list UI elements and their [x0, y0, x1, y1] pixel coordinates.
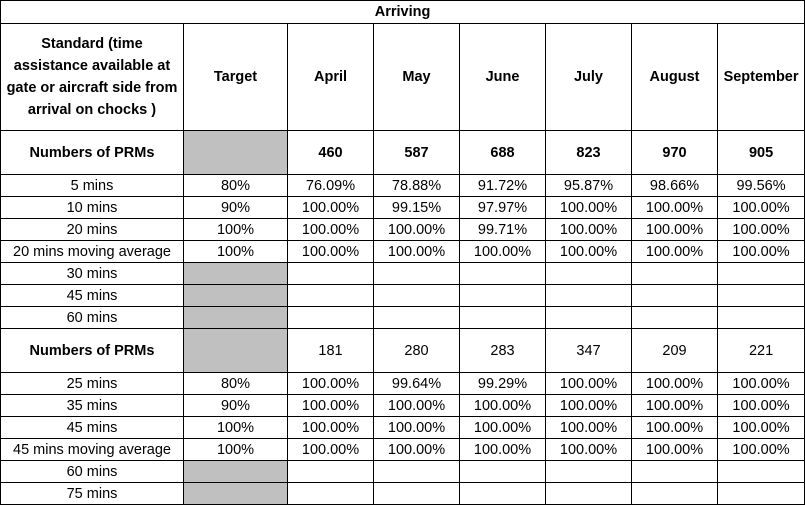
value-cell: 100.00% — [546, 241, 632, 263]
target-cell-blank — [184, 131, 288, 175]
value-cell: 100.00% — [718, 439, 805, 461]
empty-cell — [374, 461, 460, 483]
value-cell: 100.00% — [546, 395, 632, 417]
value-cell: 100.00% — [718, 241, 805, 263]
table-row — [1, 373, 805, 395]
table-row — [1, 307, 805, 329]
value-cell: 100.00% — [632, 439, 718, 461]
value-cell: 100.00% — [718, 219, 805, 241]
standard-label: 75 mins — [1, 483, 184, 505]
prm-count-cell: 181 — [288, 329, 374, 373]
empty-cell — [288, 483, 374, 505]
standard-label: 20 mins moving average — [1, 241, 184, 263]
value-cell: 76.09% — [288, 175, 374, 197]
value-cell: 100.00% — [718, 197, 805, 219]
value-cell: 100.00% — [632, 395, 718, 417]
target-cell: 90% — [184, 395, 288, 417]
value-cell: 100.00% — [288, 439, 374, 461]
standard-label: 25 mins — [1, 373, 184, 395]
standard-header: Standard (time assistance available at gate or aircraft side from arrival on chocks ) — [1, 24, 184, 131]
table-row — [1, 263, 805, 285]
month-header-september: September — [718, 24, 805, 131]
target-header: Target — [184, 24, 288, 131]
standard-label: 10 mins — [1, 197, 184, 219]
value-cell: 100.00% — [288, 197, 374, 219]
empty-cell — [546, 263, 632, 285]
value-cell: 97.97% — [460, 197, 546, 219]
value-cell: 99.71% — [460, 219, 546, 241]
value-cell: 100.00% — [288, 395, 374, 417]
table-row — [1, 417, 805, 439]
value-cell: 100.00% — [632, 241, 718, 263]
target-cell-blank — [184, 483, 288, 505]
prm-label: Numbers of PRMs — [1, 131, 184, 175]
value-cell: 100.00% — [718, 395, 805, 417]
month-header-june: June — [460, 24, 546, 131]
empty-cell — [718, 307, 805, 329]
table-row — [1, 197, 805, 219]
value-cell: 100.00% — [374, 219, 460, 241]
prm-count-cell: 823 — [546, 131, 632, 175]
prm-count-row — [1, 131, 805, 175]
empty-cell — [718, 263, 805, 285]
value-cell: 99.64% — [374, 373, 460, 395]
table-title: Arriving — [1, 1, 805, 24]
table-row — [1, 285, 805, 307]
value-cell: 100.00% — [546, 197, 632, 219]
prm-count-cell: 283 — [460, 329, 546, 373]
table-row — [1, 461, 805, 483]
prm-count-row — [1, 329, 805, 373]
prm-label: Numbers of PRMs — [1, 329, 184, 373]
target-cell: 100% — [184, 439, 288, 461]
value-cell: 100.00% — [546, 417, 632, 439]
value-cell: 100.00% — [460, 241, 546, 263]
table-row — [1, 483, 805, 505]
value-cell: 100.00% — [718, 417, 805, 439]
empty-cell — [718, 461, 805, 483]
value-cell: 100.00% — [374, 395, 460, 417]
value-cell: 100.00% — [460, 395, 546, 417]
empty-cell — [632, 483, 718, 505]
value-cell: 100.00% — [374, 439, 460, 461]
standard-label: 35 mins — [1, 395, 184, 417]
empty-cell — [460, 307, 546, 329]
empty-cell — [288, 461, 374, 483]
empty-cell — [374, 285, 460, 307]
empty-cell — [460, 483, 546, 505]
standard-label: 45 mins moving average — [1, 439, 184, 461]
empty-cell — [632, 307, 718, 329]
empty-cell — [632, 461, 718, 483]
value-cell: 78.88% — [374, 175, 460, 197]
value-cell: 100.00% — [288, 219, 374, 241]
standard-label: 30 mins — [1, 263, 184, 285]
month-header-august: August — [632, 24, 718, 131]
empty-cell — [288, 285, 374, 307]
target-cell: 100% — [184, 417, 288, 439]
target-cell: 80% — [184, 175, 288, 197]
target-cell-blank — [184, 329, 288, 373]
value-cell: 99.29% — [460, 373, 546, 395]
value-cell: 100.00% — [632, 373, 718, 395]
table-row — [1, 439, 805, 461]
value-cell: 100.00% — [288, 417, 374, 439]
prm-count-cell: 221 — [718, 329, 805, 373]
target-cell-blank — [184, 461, 288, 483]
value-cell: 100.00% — [374, 417, 460, 439]
target-cell: 100% — [184, 219, 288, 241]
value-cell: 100.00% — [374, 241, 460, 263]
target-cell: 90% — [184, 197, 288, 219]
empty-cell — [374, 307, 460, 329]
prm-count-cell: 280 — [374, 329, 460, 373]
value-cell: 100.00% — [288, 241, 374, 263]
empty-cell — [718, 285, 805, 307]
value-cell: 99.56% — [718, 175, 805, 197]
standard-label: 5 mins — [1, 175, 184, 197]
empty-cell — [546, 307, 632, 329]
month-header-april: April — [288, 24, 374, 131]
value-cell: 100.00% — [546, 219, 632, 241]
month-header-july: July — [546, 24, 632, 131]
prm-count-cell: 970 — [632, 131, 718, 175]
value-cell: 100.00% — [718, 373, 805, 395]
empty-cell — [288, 307, 374, 329]
target-cell-blank — [184, 263, 288, 285]
header-row — [1, 24, 805, 131]
target-cell-blank — [184, 307, 288, 329]
target-cell: 80% — [184, 373, 288, 395]
prm-count-cell: 688 — [460, 131, 546, 175]
empty-cell — [374, 483, 460, 505]
prm-count-cell: 209 — [632, 329, 718, 373]
empty-cell — [546, 461, 632, 483]
month-header-may: May — [374, 24, 460, 131]
value-cell: 95.87% — [546, 175, 632, 197]
table-row — [1, 219, 805, 241]
value-cell: 100.00% — [460, 417, 546, 439]
standard-label: 45 mins — [1, 285, 184, 307]
empty-cell — [288, 263, 374, 285]
value-cell: 100.00% — [632, 417, 718, 439]
value-cell: 100.00% — [460, 439, 546, 461]
standard-label: 60 mins — [1, 461, 184, 483]
empty-cell — [632, 285, 718, 307]
standard-label: 20 mins — [1, 219, 184, 241]
empty-cell — [374, 263, 460, 285]
value-cell: 91.72% — [460, 175, 546, 197]
value-cell: 100.00% — [288, 373, 374, 395]
standard-label: 45 mins — [1, 417, 184, 439]
prm-count-cell: 587 — [374, 131, 460, 175]
empty-cell — [632, 263, 718, 285]
target-cell-blank — [184, 285, 288, 307]
empty-cell — [460, 263, 546, 285]
table-row — [1, 241, 805, 263]
target-cell: 100% — [184, 241, 288, 263]
empty-cell — [460, 461, 546, 483]
value-cell: 98.66% — [632, 175, 718, 197]
prm-count-cell: 347 — [546, 329, 632, 373]
value-cell: 100.00% — [632, 219, 718, 241]
standard-label: 60 mins — [1, 307, 184, 329]
empty-cell — [546, 285, 632, 307]
value-cell: 99.15% — [374, 197, 460, 219]
empty-cell — [460, 285, 546, 307]
prm-count-cell: 460 — [288, 131, 374, 175]
table-row — [1, 175, 805, 197]
prm-count-cell: 905 — [718, 131, 805, 175]
value-cell: 100.00% — [546, 439, 632, 461]
value-cell: 100.00% — [632, 197, 718, 219]
value-cell: 100.00% — [546, 373, 632, 395]
empty-cell — [546, 483, 632, 505]
empty-cell — [718, 483, 805, 505]
table-row — [1, 395, 805, 417]
